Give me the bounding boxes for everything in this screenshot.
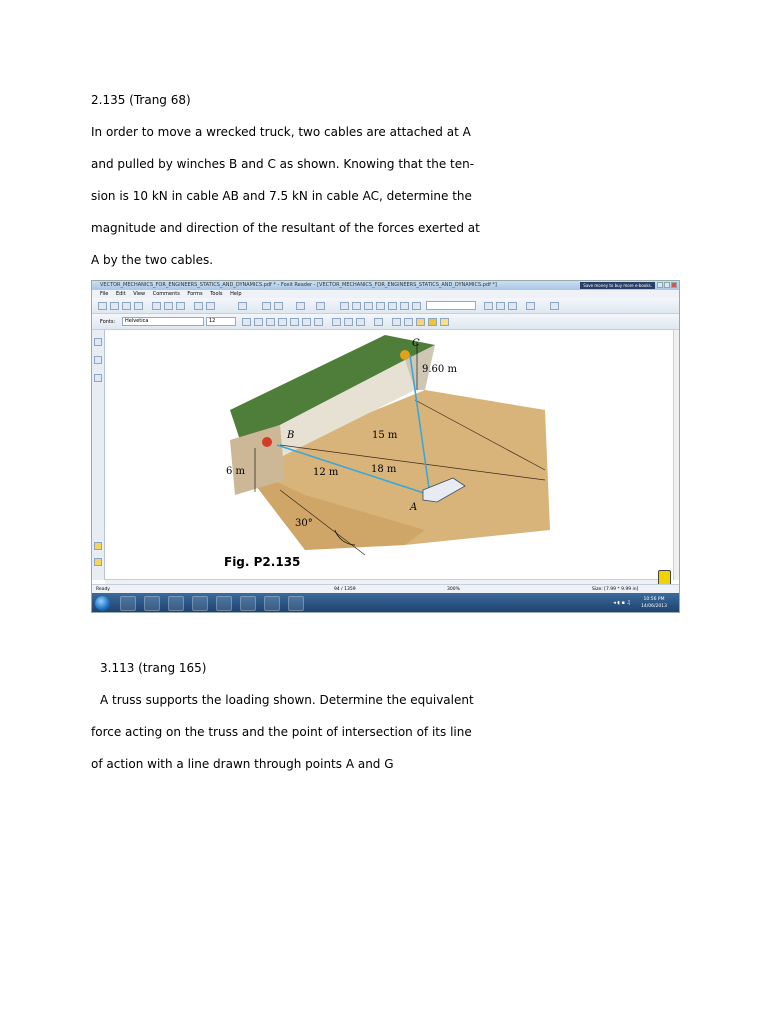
search-next-icon[interactable] xyxy=(496,302,505,310)
callout-icon[interactable] xyxy=(428,318,437,326)
dim-960: 9.60 m xyxy=(422,364,457,375)
window-titlebar xyxy=(92,281,679,290)
status-ready: Ready xyxy=(96,587,110,592)
problem-2-line-1: A truss supports the loading shown. Determine the equivalent xyxy=(100,693,474,707)
zoom-in-icon[interactable] xyxy=(316,302,325,310)
window-title: VECTOR_MECHANICS_FOR_ENGINEERS_STATICS_AND_DYNAMICS.pdf * - Foxit Reader - [VECTOR_MECHANICS_FOR_ENGINEERS_STATICS_AND_DYNAMICS.pdf *] xyxy=(100,282,497,288)
note2-icon[interactable] xyxy=(404,318,413,326)
bookmark-icon[interactable] xyxy=(526,302,535,310)
figure-p2-135 xyxy=(105,330,675,580)
list-icon[interactable] xyxy=(374,318,383,326)
pdf-reader-icon[interactable] xyxy=(288,596,304,611)
open-icon[interactable] xyxy=(98,302,107,310)
problem-2-heading: 3.113 (trang 165) xyxy=(100,661,207,675)
hand-icon[interactable] xyxy=(152,302,161,310)
textbox-icon[interactable] xyxy=(400,302,409,310)
image-icon[interactable] xyxy=(412,302,421,310)
zoom-icon[interactable] xyxy=(238,302,247,310)
stamp-icon[interactable] xyxy=(376,302,385,310)
arrow-icon[interactable] xyxy=(440,318,449,326)
font-grow-icon[interactable] xyxy=(254,318,263,326)
font-name-select[interactable]: Helvetica xyxy=(122,317,204,326)
font-shrink-icon[interactable] xyxy=(266,318,275,326)
dim-12: 12 m xyxy=(313,467,339,478)
font-color-icon[interactable] xyxy=(242,318,251,326)
layers-icon[interactable] xyxy=(94,374,102,382)
menu-edit[interactable]: Edit xyxy=(115,291,126,297)
italic-icon[interactable] xyxy=(290,318,299,326)
clock-date: 14/06/2013 xyxy=(641,604,667,609)
winch-b xyxy=(262,437,272,447)
sticky-note-icon[interactable] xyxy=(416,318,425,326)
tool-icon[interactable] xyxy=(550,302,559,310)
media-player-icon[interactable] xyxy=(120,596,136,611)
navigation-panel xyxy=(92,330,105,580)
clock[interactable] xyxy=(641,596,667,610)
clock-time: 10:56 PM xyxy=(643,597,665,602)
rotate-icon[interactable] xyxy=(296,302,305,310)
zoom-level[interactable]: 300% xyxy=(447,587,460,592)
align-right-icon[interactable] xyxy=(356,318,365,326)
highlight-icon[interactable] xyxy=(352,302,361,310)
problem-1-heading: 2.135 (Trang 68) xyxy=(91,93,191,107)
attachments-icon[interactable] xyxy=(94,542,102,550)
winch-c xyxy=(400,350,410,360)
bookmarks-icon[interactable] xyxy=(94,356,102,364)
save-icon[interactable] xyxy=(110,302,119,310)
problem-1-line-3: sion is 10 kN in cable AB and 7.5 kN in cable AC, determine the xyxy=(91,189,472,203)
problem-1-line-4: magnitude and direction of the resultant of the forces exerted at xyxy=(91,221,480,235)
menu-comments[interactable]: Comments xyxy=(152,291,180,297)
dim-15: 15 m xyxy=(372,430,398,441)
bold-icon[interactable] xyxy=(278,318,287,326)
start-button[interactable] xyxy=(95,596,110,611)
fit-width-icon[interactable] xyxy=(274,302,283,310)
system-tray-icons[interactable]: ◂ ◖ ▪ ♫ xyxy=(613,600,631,606)
menu-bar xyxy=(92,290,679,298)
page-size: Size: [7.99 * 9.99 in] xyxy=(592,587,639,592)
chrome-icon[interactable] xyxy=(216,596,232,611)
embedded-screenshot xyxy=(91,280,680,613)
menu-tools[interactable]: Tools xyxy=(210,291,223,297)
label-a: A xyxy=(410,502,418,513)
document-view[interactable] xyxy=(105,330,675,580)
fit-page-icon[interactable] xyxy=(262,302,271,310)
strike-icon[interactable] xyxy=(314,318,323,326)
figure-caption: Fig. P2.135 xyxy=(224,555,301,569)
minimize-icon[interactable] xyxy=(657,282,663,288)
status-bar xyxy=(92,584,679,593)
back-icon[interactable] xyxy=(194,302,203,310)
problem-2-line-2: force acting on the truss and the point of intersection of its line xyxy=(91,725,472,739)
menu-forms[interactable]: Forms xyxy=(187,291,203,297)
email-icon[interactable] xyxy=(134,302,143,310)
angle-30: 30° xyxy=(295,518,313,529)
menu-view[interactable]: View xyxy=(133,291,146,297)
comment-icon[interactable] xyxy=(392,318,401,326)
ad-banner[interactable]: Save money to buy more e-books. xyxy=(580,282,655,289)
main-toolbar xyxy=(92,298,679,314)
dim-6: 6 m xyxy=(226,466,246,477)
folder-icon[interactable] xyxy=(168,596,184,611)
app-icon[interactable] xyxy=(192,596,208,611)
maximize-icon[interactable] xyxy=(664,282,670,288)
comments-panel-icon[interactable] xyxy=(94,558,102,566)
pencil-icon[interactable] xyxy=(364,302,373,310)
pages-icon[interactable] xyxy=(94,338,102,346)
problem-1-line-5: A by the two cables. xyxy=(91,253,214,267)
snapshot-icon[interactable] xyxy=(176,302,185,310)
menu-file[interactable]: File xyxy=(100,291,109,297)
note-icon[interactable] xyxy=(340,302,349,310)
forward-icon[interactable] xyxy=(206,302,215,310)
print-icon[interactable] xyxy=(122,302,131,310)
skype-icon[interactable] xyxy=(240,596,256,611)
problem-1-line-1: In order to move a wrecked truck, two cables are attached at A xyxy=(91,125,471,139)
paint-icon[interactable] xyxy=(264,596,280,611)
dim-18: 18 m xyxy=(371,464,397,475)
font-size-select[interactable]: 12 xyxy=(206,317,236,326)
search-input[interactable] xyxy=(426,301,476,310)
align-center-icon[interactable] xyxy=(344,318,353,326)
format-toolbar xyxy=(92,314,679,330)
underline-icon[interactable] xyxy=(302,318,311,326)
align-left-icon[interactable] xyxy=(332,318,341,326)
menu-help[interactable]: Help xyxy=(230,291,242,297)
problem-1-line-2: and pulled by winches B and C as shown. Knowing that the ten- xyxy=(91,157,475,171)
typewriter-icon[interactable] xyxy=(388,302,397,310)
page-counter[interactable]: 94 / 1359 xyxy=(334,587,356,592)
label-c: C xyxy=(412,338,420,349)
font-label: Fonts: xyxy=(100,319,116,325)
close-icon[interactable] xyxy=(671,282,677,288)
internet-explorer-icon[interactable] xyxy=(144,596,160,611)
vertical-scrollbar[interactable] xyxy=(673,330,679,580)
search-prev-icon[interactable] xyxy=(484,302,493,310)
select-icon[interactable] xyxy=(164,302,173,310)
problem-2-line-3: of action with a line drawn through points A and G xyxy=(91,757,394,771)
label-b: B xyxy=(287,430,295,441)
search-options-icon[interactable] xyxy=(508,302,517,310)
windows-taskbar xyxy=(92,593,679,613)
